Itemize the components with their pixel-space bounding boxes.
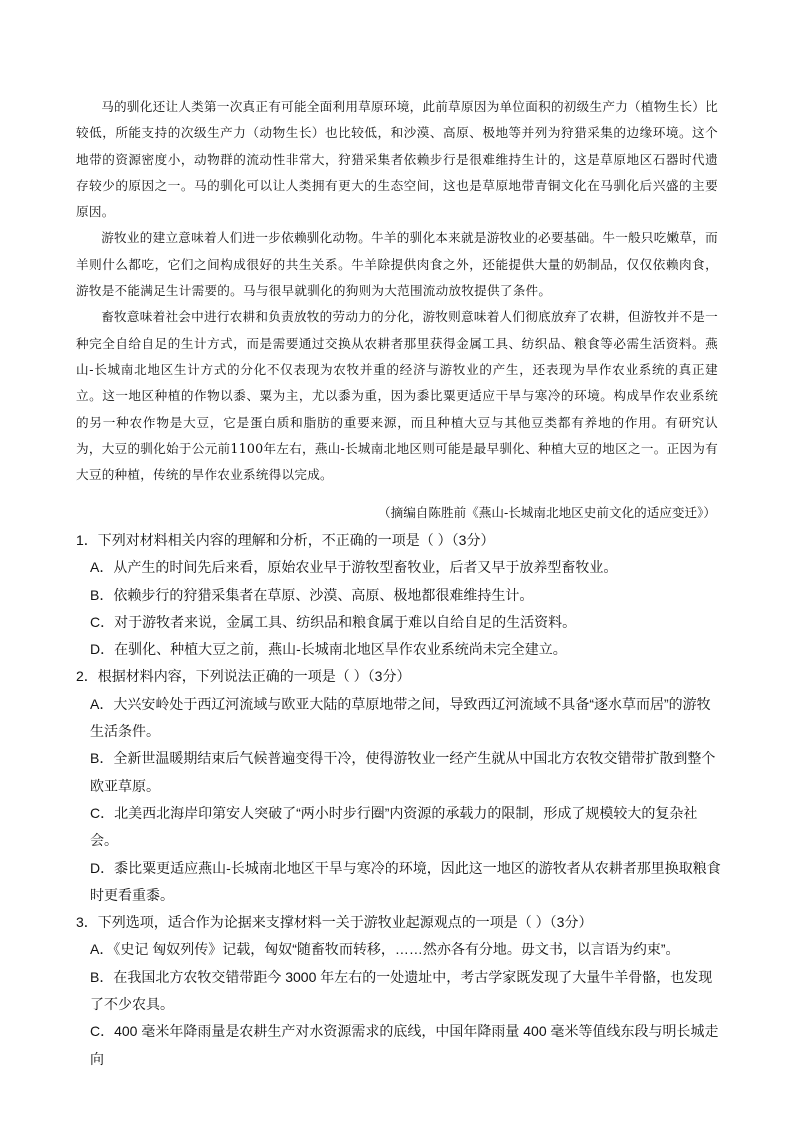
option-c: C．对于游牧者来说，金属工具、纺织品和粮食属于难以自给自足的生活资料。 xyxy=(90,613,577,630)
option-a: A．《史记 匈奴列传》记载，匈奴“随畜牧而转移，……然亦各有分地。毋文书，以言语为约束”。 xyxy=(90,941,680,958)
option-b: B．依赖步行的狩猎采集者在草原、沙漠、高原、极地都很难维持生计。 xyxy=(90,586,534,603)
option-a: A．从产生的时间先后来看，原始农业早于游牧型畜牧业，后者又早于放养型畜牧业。 xyxy=(90,559,618,576)
option-c: C．北美西北海岸印第安人突破了“两小时步行圈”内资源的承载力的限制，形成了规模较大的复杂社会。 xyxy=(90,804,698,849)
option-d: D．黍比粟更适应燕山-长城南北地区干旱与寒冷的环境，因此这一地区的游牧者从农耕者那里换取粮食时更看重黍。 xyxy=(90,859,721,903)
option-b: B．在我国北方农牧交错带距今 3000 年左右的一处遗址中，考古学家既发现了大量牛羊骨骼，也发现了不少农具。 xyxy=(90,968,713,1013)
option-c: C．400 毫米年降雨量是农耕生产对水资源需求的底线，中国年降雨量 400 毫米等值线东段与明长城走向 xyxy=(90,1023,719,1067)
question-2 xyxy=(76,663,722,909)
question-1 xyxy=(76,527,722,663)
passage-paragraph-3: 畜牧意味着社会中进行农耕和负责放牧的劳动力的分化，游牧则意味着人们彻底放弃了农耕，但游牧并不是一种完全自给自足的生计方式，而是需要通过交换从农耕者那里获得金属工具、纺织品、粮食等必需生活资料。燕山-长城南北地区生计方式的分化不仅表现为农牧并重的经济与游牧业的产生，还表现为旱作农业系统的真正建立。这一地区种植的作物以黍、粟为主，尤以黍为重，因为黍比粟更适应干旱与寒冷的环境。构成旱作农业系统的另一种农作物是大豆，它是蛋白质和脂肪的重要来源，而且种植大豆与其他豆类都有养地的作用。有研究认为，大豆的驯化始于公元前1100年左右，燕山-长城南北地区则可能是最早驯化、种植大豆的地区之一。正因为有大豆的种植，传统的旱作农业系统得以完成。 xyxy=(76,309,718,483)
passage-paragraph-1: 马的驯化还让人类第一次真正有可能全面利用草原环境，此前草原因为单位面积的初级生产力（植物生长）比较低，所能支持的次级生产力（动物生长）也比较低，和沙漠、高原、极地等并列为狩猎采集的边缘环境。这个地带的资源密度小，动物群的流动性非常大，狩猎采集者依赖步行是很难维持生计的，这是草原地区石器时代遗存较少的原因之一。马的驯化可以让人类拥有更大的生态空间，这也是草原地带青铜文化在马驯化后兴盛的主要原因。 xyxy=(76,99,718,220)
reading-passage xyxy=(76,94,718,488)
option-d: D．在驯化、种植大豆之前，燕山-长城南北地区旱作农业系统尚未完全建立。 xyxy=(90,641,567,658)
question-list xyxy=(76,527,722,1073)
question-stem: 3．下列选项，适合作为论据来支撑材料一关于游牧业起源观点的一项是（ ）（3分） xyxy=(76,914,593,931)
question-3 xyxy=(76,909,722,1073)
option-a: A．大兴安岭处于西辽河流域与欧亚大陆的草原地带之间，导致西辽河流域不具备“逐水草而居”的游牧生活条件。 xyxy=(90,695,711,740)
question-stem: 2．根据材料内容，下列说法正确的一项是（ ）（3分） xyxy=(76,668,411,685)
passage-paragraph-2: 游牧业的建立意味着人们进一步依赖驯化动物。牛羊的驯化本来就是游牧业的必要基础。牛一般只吃嫩草，而羊则什么都吃，它们之间构成很好的共生关系。牛羊除提供肉食之外，还能提供大量的奶制品，仅仅依赖肉食，游牧是不能满足生计需要的。马与很早就驯化的狗则为大范围流动放牧提供了条件。 xyxy=(76,230,718,299)
question-stem: 1．下列对材料相关内容的理解和分析，不正确的一项是（ ）（3分） xyxy=(76,532,495,548)
passage-source: （摘编自陈胜前《燕山-长城南北地区史前文化的适应变迁》） xyxy=(378,505,716,520)
option-b: B．全新世温暖期结束后气候普遍变得干冷，使得游牧业一经产生就从中国北方农牧交错带扩散到整个欧亚草原。 xyxy=(90,750,716,794)
